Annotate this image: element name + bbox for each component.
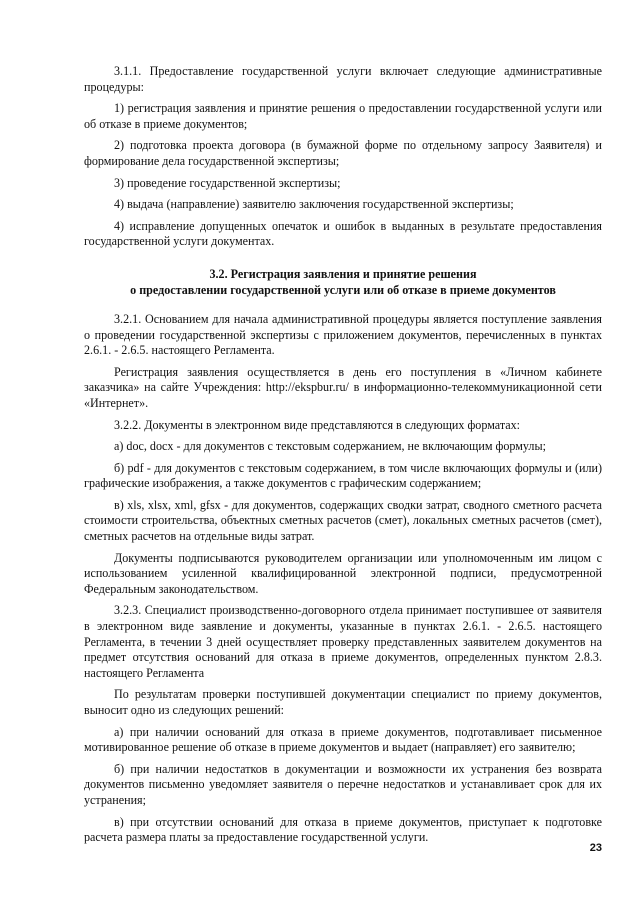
body-paragraph: 3.2.3. Специалист производственно-договорного отдела принимает поступившее от заявителя в электронном виде заявление и документы, указанные в пунктах 2.6.1. - 2.6.5. настоящего Регламента, в течении 3 дней осуществляет проверку представленных заявителем документов на предмет отсутствия оснований для отказа в приеме документов, определенных пунктом 2.8.3. настоящего Регламента xyxy=(84,603,602,680)
body-paragraph: а) при наличии оснований для отказа в приеме документов, подготавливает письменное мотивированное решение об отказе в приеме документов и выдает (направляет) его заявителю; xyxy=(84,724,602,755)
procedure-item: 1) регистрация заявления и принятие решения о предоставлении государственной услуги или об отказе в приеме документов; xyxy=(84,101,602,131)
body-paragraph: б) pdf - для документов с текстовым содержанием, в том числе включающих формулы и (или) графические изображения, а также документов с графическим содержанием; xyxy=(84,460,602,491)
page-number: 23 xyxy=(589,842,602,854)
section-heading-line: 3.2. Регистрация заявления и принятие решения xyxy=(209,266,477,281)
body-paragraph: в) при отсутствии оснований для отказа в приеме документов, приступает к подготовке расчета размера платы за предоставление государственной услуги. xyxy=(84,814,602,845)
document-page xyxy=(84,64,602,852)
body-paragraph: 3.2.1. Основанием для начала административной процедуры является поступление заявления о проведении государственной экспертизы с приложением документов, перечисленных в пунктах 2.6.1. - 2.6.5. настоящего Регламента. xyxy=(84,311,602,358)
procedure-item: 4) исправление допущенных опечаток и ошибок в выданных в результате предоставления государственной услуги документах. xyxy=(84,218,602,249)
intro-paragraph: 3.1.1. Предоставление государственной услуги включает следующие административные процедуры: xyxy=(84,64,602,94)
procedure-item: 2) подготовка проекта договора (в бумажной форме по отдельному запросу Заявителя) и формирование дела государственной экспертизы; xyxy=(84,138,602,168)
body-paragraph: а) doc, docx - для документов с текстовым содержанием, не включающим формулы; xyxy=(114,439,546,454)
body-paragraph: Документы подписываются руководителем организации или уполномоченным им лицом с использованием усиленной квалифицированной электронной подписи, предусмотренной Федеральным законодательством. xyxy=(84,550,602,596)
procedure-item: 3) проведение государственной экспертизы; xyxy=(114,175,341,190)
body-paragraph: Регистрация заявления осуществляется в день его поступления в «Личном кабинете заказчика» на сайте Учреждения: http://ekspbur.ru/ в информационно-телекоммуникационной сети «Интернет». xyxy=(84,364,602,410)
body-paragraph: б) при наличии недостатков в документации и возможности их устранения без возврата документов письменно уведомляет заявителя о перечне недостатков и устанавливает срок для их устранения; xyxy=(84,761,602,807)
body-paragraph: По результатам проверки поступившей документации специалист по приему документов, выносит одно из следующих решений: xyxy=(84,687,602,717)
procedure-item: 4) выдача (направление) заявителю заключения государственной экспертизы; xyxy=(114,197,514,212)
body-paragraph: в) xls, xlsx, xml, gfsx - для документов, содержащих сводки затрат, сводного сметного расчета стоимости строительства, объектных сметных расчетов (смет), локальных сметных расчетов (смет), сметных расчетов на отдельные виды затрат. xyxy=(84,497,602,544)
section-heading-line: о предоставлении государственной услуги или об отказе в приеме документов xyxy=(130,282,556,297)
section-heading xyxy=(84,266,602,298)
body-paragraph: 3.2.2. Документы в электронном виде представляются в следующих форматах: xyxy=(114,417,521,432)
